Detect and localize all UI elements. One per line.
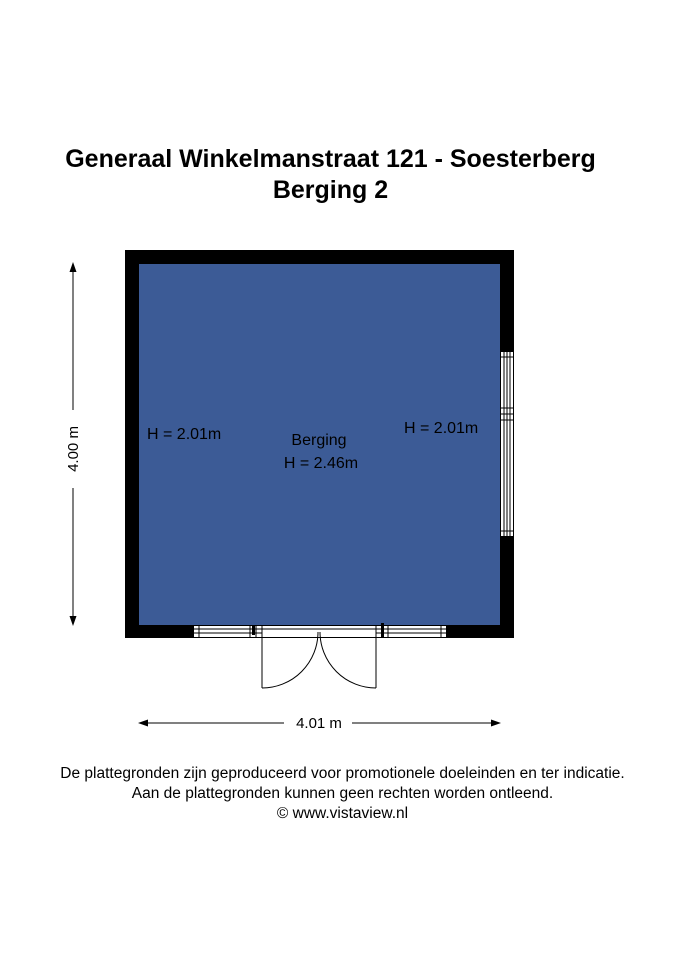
disclaimer-line-2: Aan de plattegronden kunnen geen rechten worden ontleend.: [131, 785, 554, 802]
horizontal-dimension-label: 4.01 m: [296, 715, 342, 732]
ceiling-height-left: H = 2.01m: [147, 426, 222, 443]
ceiling-height-right: H = 2.01m: [404, 420, 479, 437]
door-swing: [262, 632, 376, 688]
vertical-dimension-label: 4.00 m: [65, 426, 82, 472]
door-post-left: [252, 626, 255, 635]
plan-title: Generaal Winkelmanstraat 121 - Soesterberg: [65, 145, 596, 173]
door-post-right: [381, 623, 384, 637]
plan-subtitle: Berging 2: [272, 176, 389, 204]
copyright-link[interactable]: © www.vistaview.nl: [276, 805, 409, 822]
room-height: H = 2.46m: [283, 455, 359, 472]
disclaimer-line-1: De plattegronden zijn geproduceerd voor promotionele doeleinden en ter indicatie.: [60, 765, 625, 782]
room-name: Berging: [291, 432, 347, 449]
